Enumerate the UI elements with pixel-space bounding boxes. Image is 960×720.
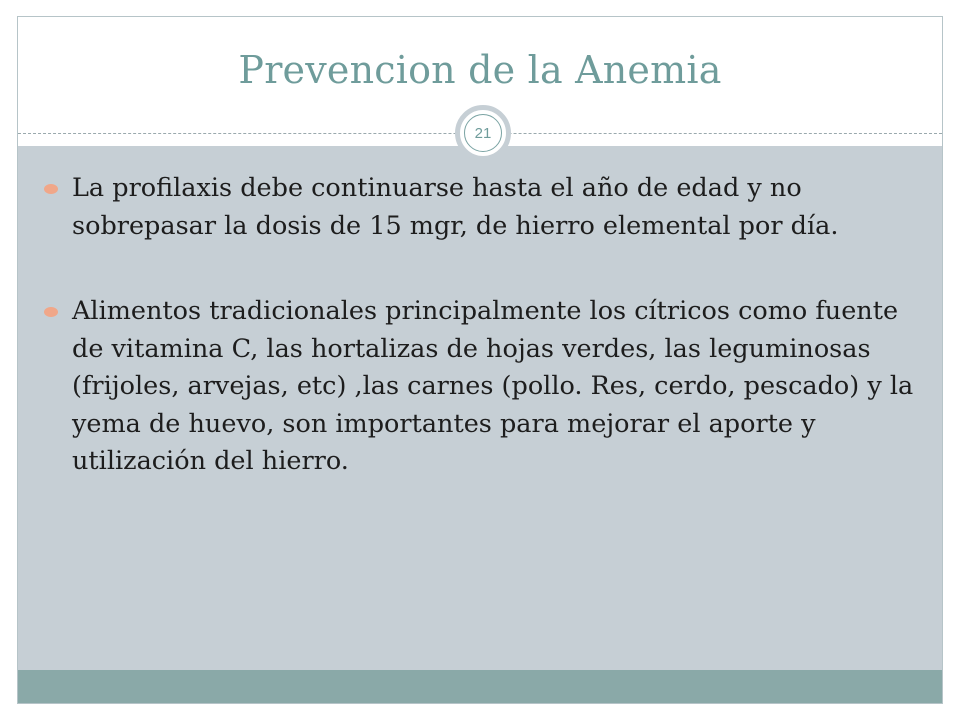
slide-number: 21 [464,114,502,152]
slide-title: Prevencion de la Anemia [238,48,722,92]
bullet-text: La profilaxis debe continuarse hasta el año de edad y no sobrepasar la dosis de 15 mgr, de hierro elemental por día. [72,173,839,241]
slide-number-badge [455,105,511,161]
bullet-item [44,293,914,481]
bullet-icon [44,307,58,317]
bullet-item [44,170,914,245]
footer-band [18,670,942,703]
bullet-list [44,170,914,481]
bullet-text: Alimentos tradicionales principalmente los cítricos como fuente de vitamina C, las hortalizas de hojas verdes, las leguminosas (frijoles, arvejas, etc) ,las carnes (pollo. Res, cerdo, pescado) y la yema de huevo, son importantes para mejorar el aporte y utilización del hierro. [72,296,914,476]
bullet-icon [44,184,58,194]
